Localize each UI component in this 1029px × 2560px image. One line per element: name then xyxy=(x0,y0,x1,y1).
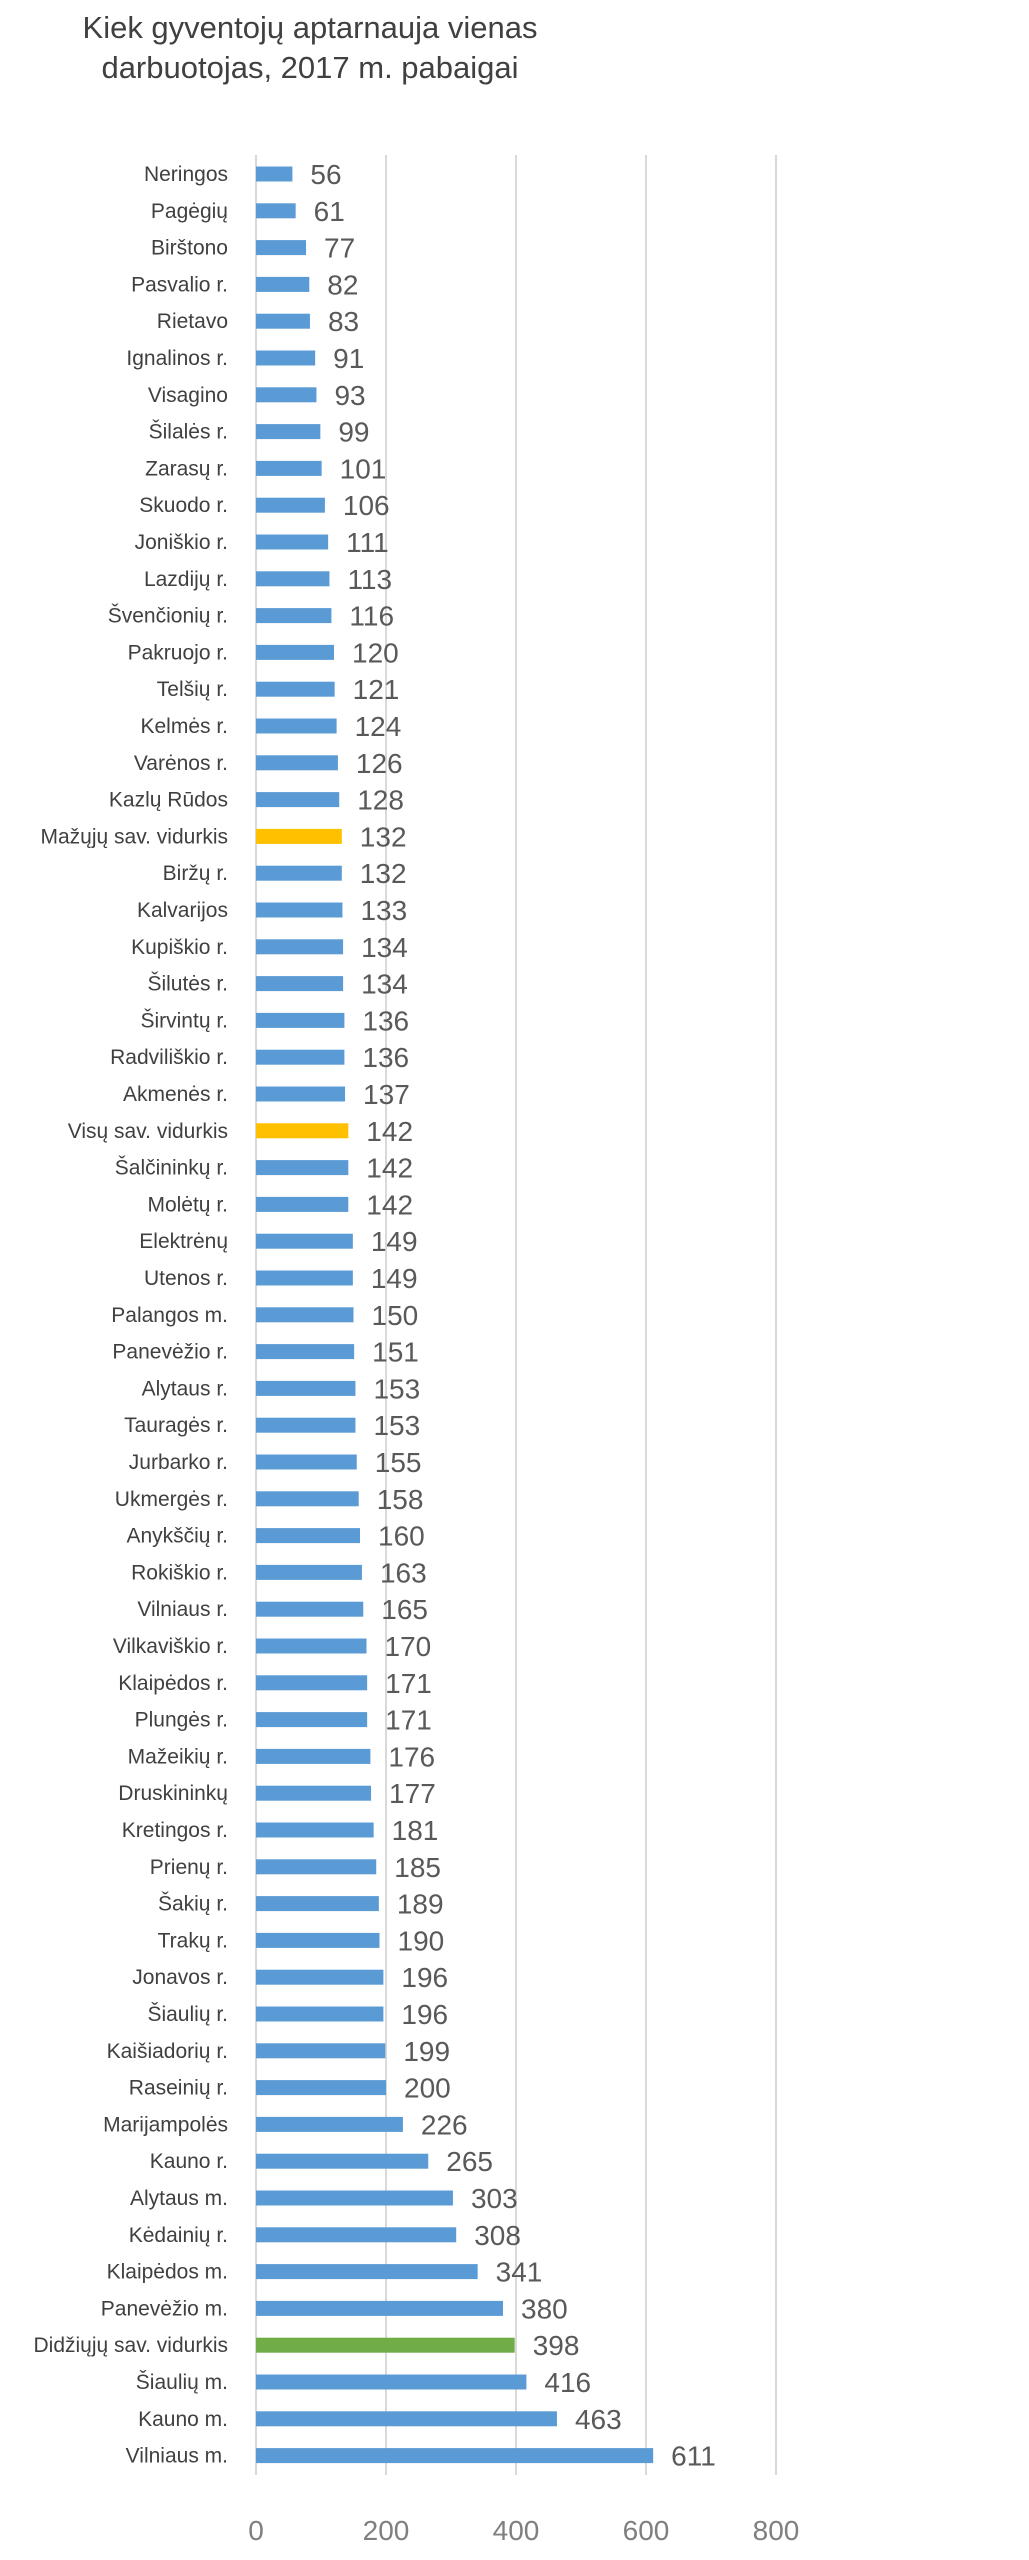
category-label: Šilalės r. xyxy=(148,420,228,444)
value-label: 61 xyxy=(313,195,345,227)
bar xyxy=(256,2227,456,2242)
value-label: 137 xyxy=(363,1079,410,1110)
category-label: Šakių r. xyxy=(157,1892,228,1916)
bar xyxy=(256,2301,503,2316)
category-label: Varėnos r. xyxy=(133,751,228,775)
bar xyxy=(256,1123,348,1138)
value-label: 196 xyxy=(401,1999,449,2030)
category-label: Radviliškio r. xyxy=(110,1046,228,1070)
value-label: 165 xyxy=(381,1594,428,1626)
bar xyxy=(256,792,339,807)
category-label: Kazlų Rūdos xyxy=(108,788,228,812)
category-label: Elektrėnų xyxy=(139,1230,228,1254)
category-label: Raseinių r. xyxy=(128,2076,228,2100)
value-label: 136 xyxy=(362,1042,410,1074)
category-label: Alytaus r. xyxy=(141,1377,228,1401)
bar xyxy=(256,1160,348,1175)
value-label: 82 xyxy=(327,269,359,301)
category-label: Anykščių r. xyxy=(126,1524,228,1548)
bar xyxy=(256,719,337,734)
bar xyxy=(256,1418,355,1433)
value-label: 134 xyxy=(361,968,408,1000)
category-label: Klaipėdos m. xyxy=(106,2260,228,2284)
category-label: Pasvalio r. xyxy=(131,273,228,297)
bar xyxy=(256,203,296,218)
chart-title-line-1: Kiek gyventojų aptarnauja vienas xyxy=(82,10,538,45)
bar xyxy=(256,939,343,954)
value-label: 196 xyxy=(401,1962,449,1994)
bar xyxy=(256,866,342,881)
category-label: Kauno m. xyxy=(138,2407,228,2431)
bar xyxy=(256,351,315,366)
bar xyxy=(256,498,325,513)
x-tick-label: 400 xyxy=(492,2515,540,2546)
bar xyxy=(256,645,334,660)
bar xyxy=(256,1271,353,1286)
value-label: 120 xyxy=(352,637,399,669)
x-tick-label: 800 xyxy=(752,2515,800,2546)
bar xyxy=(256,2191,453,2206)
category-label: Neringos xyxy=(143,163,228,186)
bar xyxy=(256,2264,478,2279)
category-label: Mažųjų sav. vidurkis xyxy=(40,825,228,849)
category-label: Birštono xyxy=(150,236,228,260)
bar xyxy=(256,277,309,292)
category-label: Kelmės r. xyxy=(140,715,228,738)
category-label: Šalčininkų r. xyxy=(114,1156,228,1180)
value-label: 265 xyxy=(446,2146,493,2178)
value-label: 149 xyxy=(370,1263,418,1294)
category-label: Pagėgių xyxy=(150,199,228,223)
value-label: 151 xyxy=(372,1336,419,1368)
category-label: Kauno r. xyxy=(149,2150,228,2174)
bar xyxy=(256,1749,370,1764)
bar xyxy=(256,2117,403,2132)
value-label: 113 xyxy=(347,563,393,595)
category-label: Rietavo xyxy=(156,310,228,334)
category-label: Jonavos r. xyxy=(132,1966,228,1990)
bar xyxy=(256,682,335,697)
value-label: 111 xyxy=(346,527,389,558)
value-label: 177 xyxy=(389,1778,436,1810)
category-label: Marijampolės xyxy=(103,2113,228,2137)
category-label: Kretingos r. xyxy=(121,1819,228,1842)
bar xyxy=(256,976,343,991)
category-label: Alytaus m. xyxy=(129,2187,228,2210)
bar xyxy=(256,314,310,329)
value-label: 153 xyxy=(373,1410,421,1442)
category-label: Zarasų r. xyxy=(145,457,228,481)
category-label: Plungės r. xyxy=(134,1708,228,1732)
category-label: Šilutės r. xyxy=(147,972,228,996)
category-label: Akmenės r. xyxy=(122,1083,228,1106)
bar xyxy=(256,1381,355,1396)
category-label: Pakruojo r. xyxy=(127,641,228,665)
value-label: 133 xyxy=(360,895,408,926)
bar xyxy=(256,1565,362,1580)
category-label: Joniškio r. xyxy=(134,531,228,554)
bar xyxy=(256,2043,385,2058)
bar xyxy=(256,535,328,550)
category-label: Rokiškio r. xyxy=(131,1561,228,1585)
bar xyxy=(256,1639,367,1654)
value-label: 142 xyxy=(366,1152,414,1184)
value-label: 134 xyxy=(361,931,408,963)
category-label: Kupiškio r. xyxy=(131,935,228,959)
category-label: Lazdijų r. xyxy=(143,567,228,591)
bar xyxy=(256,424,320,439)
bar xyxy=(256,1823,374,1838)
value-label: 158 xyxy=(376,1483,424,1515)
value-label: 99 xyxy=(338,416,370,448)
value-label: 303 xyxy=(470,2183,518,2214)
category-label: Šiaulių r. xyxy=(147,2003,228,2026)
value-label: 185 xyxy=(394,1851,441,1883)
bar xyxy=(256,2338,515,2353)
category-label: Prienų r. xyxy=(149,1855,228,1879)
value-label: 226 xyxy=(420,2109,468,2141)
category-label: Trakų r. xyxy=(157,1929,228,1953)
x-tick-label: 600 xyxy=(622,2515,670,2546)
value-label: 56 xyxy=(310,159,342,190)
value-label: 171 xyxy=(385,1667,432,1699)
bar xyxy=(256,608,331,623)
bar xyxy=(256,1234,353,1249)
value-label: 136 xyxy=(362,1005,410,1037)
category-label: Ukmergės r. xyxy=(114,1487,228,1511)
value-label: 116 xyxy=(349,600,395,632)
category-label: Vilniaus m. xyxy=(125,2444,228,2468)
category-label: Kaišiadorių r. xyxy=(106,2039,228,2063)
category-label: Palangos m. xyxy=(111,1303,228,1327)
value-label: 171 xyxy=(385,1704,432,1736)
value-label: 126 xyxy=(355,747,403,779)
bar xyxy=(256,2411,557,2426)
value-label: 149 xyxy=(370,1226,418,1258)
value-label: 153 xyxy=(373,1373,421,1405)
bar xyxy=(256,240,306,255)
value-label: 200 xyxy=(404,2072,451,2104)
value-label: 611 xyxy=(671,2440,716,2472)
bar xyxy=(256,1050,344,1065)
value-label: 93 xyxy=(334,379,366,411)
value-label: 181 xyxy=(391,1815,439,1846)
value-label: 170 xyxy=(384,1631,432,1662)
value-label: 163 xyxy=(379,1557,427,1589)
value-label: 101 xyxy=(339,453,387,485)
x-tick-label: 200 xyxy=(362,2515,410,2546)
value-label: 155 xyxy=(374,1447,422,1478)
value-label: 132 xyxy=(359,821,407,853)
category-label: Visagino xyxy=(147,383,228,407)
bar xyxy=(256,571,329,586)
category-label: Tauragės r. xyxy=(124,1414,228,1438)
category-label: Švenčionių r. xyxy=(107,604,228,628)
bar xyxy=(256,2154,428,2169)
value-label: 176 xyxy=(388,1741,436,1773)
bar xyxy=(256,1896,379,1911)
category-label: Klaipėdos r. xyxy=(118,1671,228,1695)
bar xyxy=(256,1859,376,1874)
value-label: 341 xyxy=(495,2256,543,2288)
bar xyxy=(256,829,342,844)
category-label: Vilkaviškio r. xyxy=(112,1635,228,1658)
value-label: 463 xyxy=(574,2403,622,2435)
category-label: Molėtų r. xyxy=(147,1193,228,1217)
category-label: Telšių r. xyxy=(156,678,228,702)
value-label: 160 xyxy=(378,1520,425,1552)
bar xyxy=(256,1528,360,1543)
category-label: Panevėžio r. xyxy=(112,1340,228,1364)
bar xyxy=(256,1013,344,1028)
value-label: 308 xyxy=(474,2219,521,2251)
value-label: 199 xyxy=(403,2035,451,2067)
category-label: Kėdainių r. xyxy=(128,2223,228,2247)
bar xyxy=(256,1786,371,1801)
category-label: Jurbarko r. xyxy=(128,1451,228,1474)
category-label: Visų sav. vidurkis xyxy=(67,1119,228,1143)
category-label: Šiaulių m. xyxy=(135,2371,228,2394)
bar xyxy=(256,1675,367,1690)
bar xyxy=(256,1197,348,1212)
bar xyxy=(256,1344,354,1359)
value-label: 128 xyxy=(357,784,404,816)
category-label: Kalvarijos xyxy=(136,899,228,922)
value-label: 124 xyxy=(354,711,402,742)
bar xyxy=(256,2375,526,2390)
value-label: 132 xyxy=(359,858,407,890)
category-label: Širvintų r. xyxy=(140,1009,228,1033)
bar xyxy=(256,1712,367,1727)
value-label: 91 xyxy=(333,343,365,374)
value-label: 83 xyxy=(327,306,360,338)
bar xyxy=(256,1307,354,1322)
bar xyxy=(256,167,292,182)
value-label: 380 xyxy=(521,2293,568,2325)
value-label: 190 xyxy=(397,1925,445,1957)
x-tick-label: 0 xyxy=(248,2515,264,2546)
bar xyxy=(256,903,342,918)
bar xyxy=(256,1602,363,1617)
category-label: Utenos r. xyxy=(143,1267,228,1290)
value-label: 121 xyxy=(352,674,400,706)
category-label: Didžiųjų sav. vidurkis xyxy=(33,2334,228,2358)
value-label: 77 xyxy=(324,232,356,264)
bar xyxy=(256,1933,380,1948)
bar xyxy=(256,1970,383,1985)
value-label: 416 xyxy=(544,2367,592,2398)
value-label: 142 xyxy=(366,1189,414,1221)
category-label: Vilniaus r. xyxy=(137,1598,228,1622)
bar xyxy=(256,1491,359,1506)
category-label: Mažeikių r. xyxy=(127,1745,228,1769)
bar xyxy=(256,461,322,476)
category-label: Druskininkų xyxy=(118,1782,228,1806)
value-label: 106 xyxy=(342,490,390,522)
bar xyxy=(256,387,316,402)
chart-title-line-2: darbuotojas, 2017 m. pabaigai xyxy=(101,50,519,85)
bar xyxy=(256,2007,383,2022)
category-label: Panevėžio m. xyxy=(100,2297,228,2321)
bar xyxy=(256,2080,386,2095)
bar xyxy=(256,2448,653,2463)
category-label: Ignalinos r. xyxy=(126,347,228,370)
value-label: 398 xyxy=(532,2330,580,2362)
value-label: 142 xyxy=(366,1115,414,1147)
category-label: Skuodo r. xyxy=(139,494,228,518)
bar xyxy=(256,1087,345,1102)
category-label: Biržų r. xyxy=(162,862,228,886)
x-axis-ticks xyxy=(248,2515,799,2546)
bar xyxy=(256,755,338,770)
value-label: 150 xyxy=(371,1299,419,1331)
value-label: 189 xyxy=(396,1888,444,1920)
bar xyxy=(256,1455,357,1470)
